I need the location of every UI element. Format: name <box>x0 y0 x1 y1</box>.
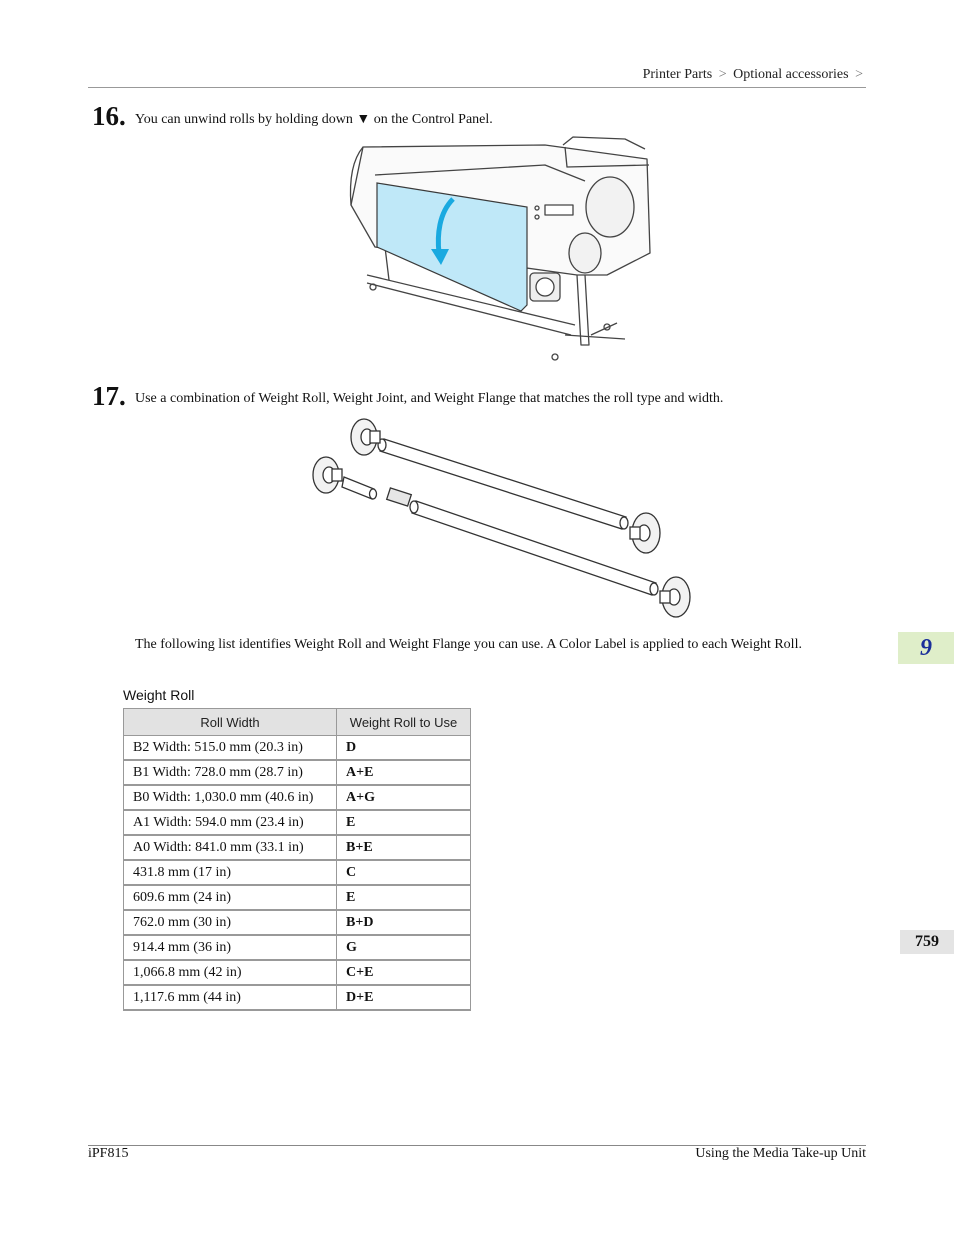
weight-roll-cell: E <box>337 885 471 910</box>
table-row <box>124 860 471 885</box>
step-16-text: You can unwind rolls by holding down ▼ on the Control Panel. <box>135 112 493 127</box>
weight-roll-cell: A+E <box>337 760 471 785</box>
table-row <box>124 885 471 910</box>
weight-roll-cell: D <box>337 736 471 761</box>
breadcrumb <box>643 67 866 83</box>
weight-roll-cell: C+E <box>337 960 471 985</box>
weight-roll-joint-flange-illustration <box>308 415 693 620</box>
breadcrumb-item-optional-accessories[interactable]: Optional accessories <box>733 67 849 82</box>
weight-roll-cell: B+D <box>337 910 471 935</box>
step-17-number: 17. <box>92 381 126 411</box>
roll-width-cell: 1,117.6 mm (44 in) <box>124 985 337 1010</box>
roll-width-cell: 431.8 mm (17 in) <box>124 860 337 885</box>
header-divider <box>88 87 866 88</box>
table-title: Weight Roll <box>123 687 195 703</box>
breadcrumb-item-printer-parts[interactable]: Printer Parts <box>642 67 713 82</box>
table-header-row <box>124 709 471 736</box>
printer-unwinding-roll-illustration <box>345 135 655 363</box>
table-row <box>124 935 471 960</box>
roll-width-cell: 762.0 mm (30 in) <box>124 910 337 935</box>
roll-width-cell: B1 Width: 728.0 mm (28.7 in) <box>124 760 337 785</box>
table-row <box>124 910 471 935</box>
weight-roll-cell: D+E <box>337 985 471 1010</box>
breadcrumb-separator: > <box>718 67 727 82</box>
roll-width-cell: 609.6 mm (24 in) <box>124 885 337 910</box>
weight-roll-table <box>123 708 471 1011</box>
footer-model: iPF815 <box>88 1146 129 1161</box>
page-number: 759 <box>900 930 954 954</box>
step-17-text: Use a combination of Weight Roll, Weight Joint, and Weight Flange that matches the roll type and width. <box>135 391 724 406</box>
table-row <box>124 960 471 985</box>
table-row <box>124 785 471 810</box>
roll-width-cell: A1 Width: 594.0 mm (23.4 in) <box>124 810 337 835</box>
weight-roll-description: The following list identifies Weight Roll and Weight Flange you can use. A Color Label is applied to each Weight Roll. <box>135 637 802 652</box>
footer-section-title: Using the Media Take-up Unit <box>695 1146 866 1161</box>
table-row <box>124 835 471 860</box>
roll-width-cell: 914.4 mm (36 in) <box>124 935 337 960</box>
weight-roll-cell: B+E <box>337 835 471 860</box>
weight-roll-cell: A+G <box>337 785 471 810</box>
roll-width-cell: B2 Width: 515.0 mm (20.3 in) <box>124 736 337 761</box>
column-header-weight-roll: Weight Roll to Use <box>337 709 471 736</box>
table-row <box>124 810 471 835</box>
table-row <box>124 985 471 1010</box>
step-16-number: 16. <box>92 101 126 131</box>
column-header-roll-width: Roll Width <box>124 709 337 736</box>
breadcrumb-separator: > <box>855 67 863 82</box>
table-row <box>124 736 471 761</box>
weight-roll-cell: G <box>337 935 471 960</box>
table-row <box>124 760 471 785</box>
weight-roll-cell: C <box>337 860 471 885</box>
weight-roll-cell: E <box>337 810 471 835</box>
roll-width-cell: 1,066.8 mm (42 in) <box>124 960 337 985</box>
roll-width-cell: A0 Width: 841.0 mm (33.1 in) <box>124 835 337 860</box>
chapter-tab[interactable]: 9 <box>898 632 954 664</box>
roll-width-cell: B0 Width: 1,030.0 mm (40.6 in) <box>124 785 337 810</box>
